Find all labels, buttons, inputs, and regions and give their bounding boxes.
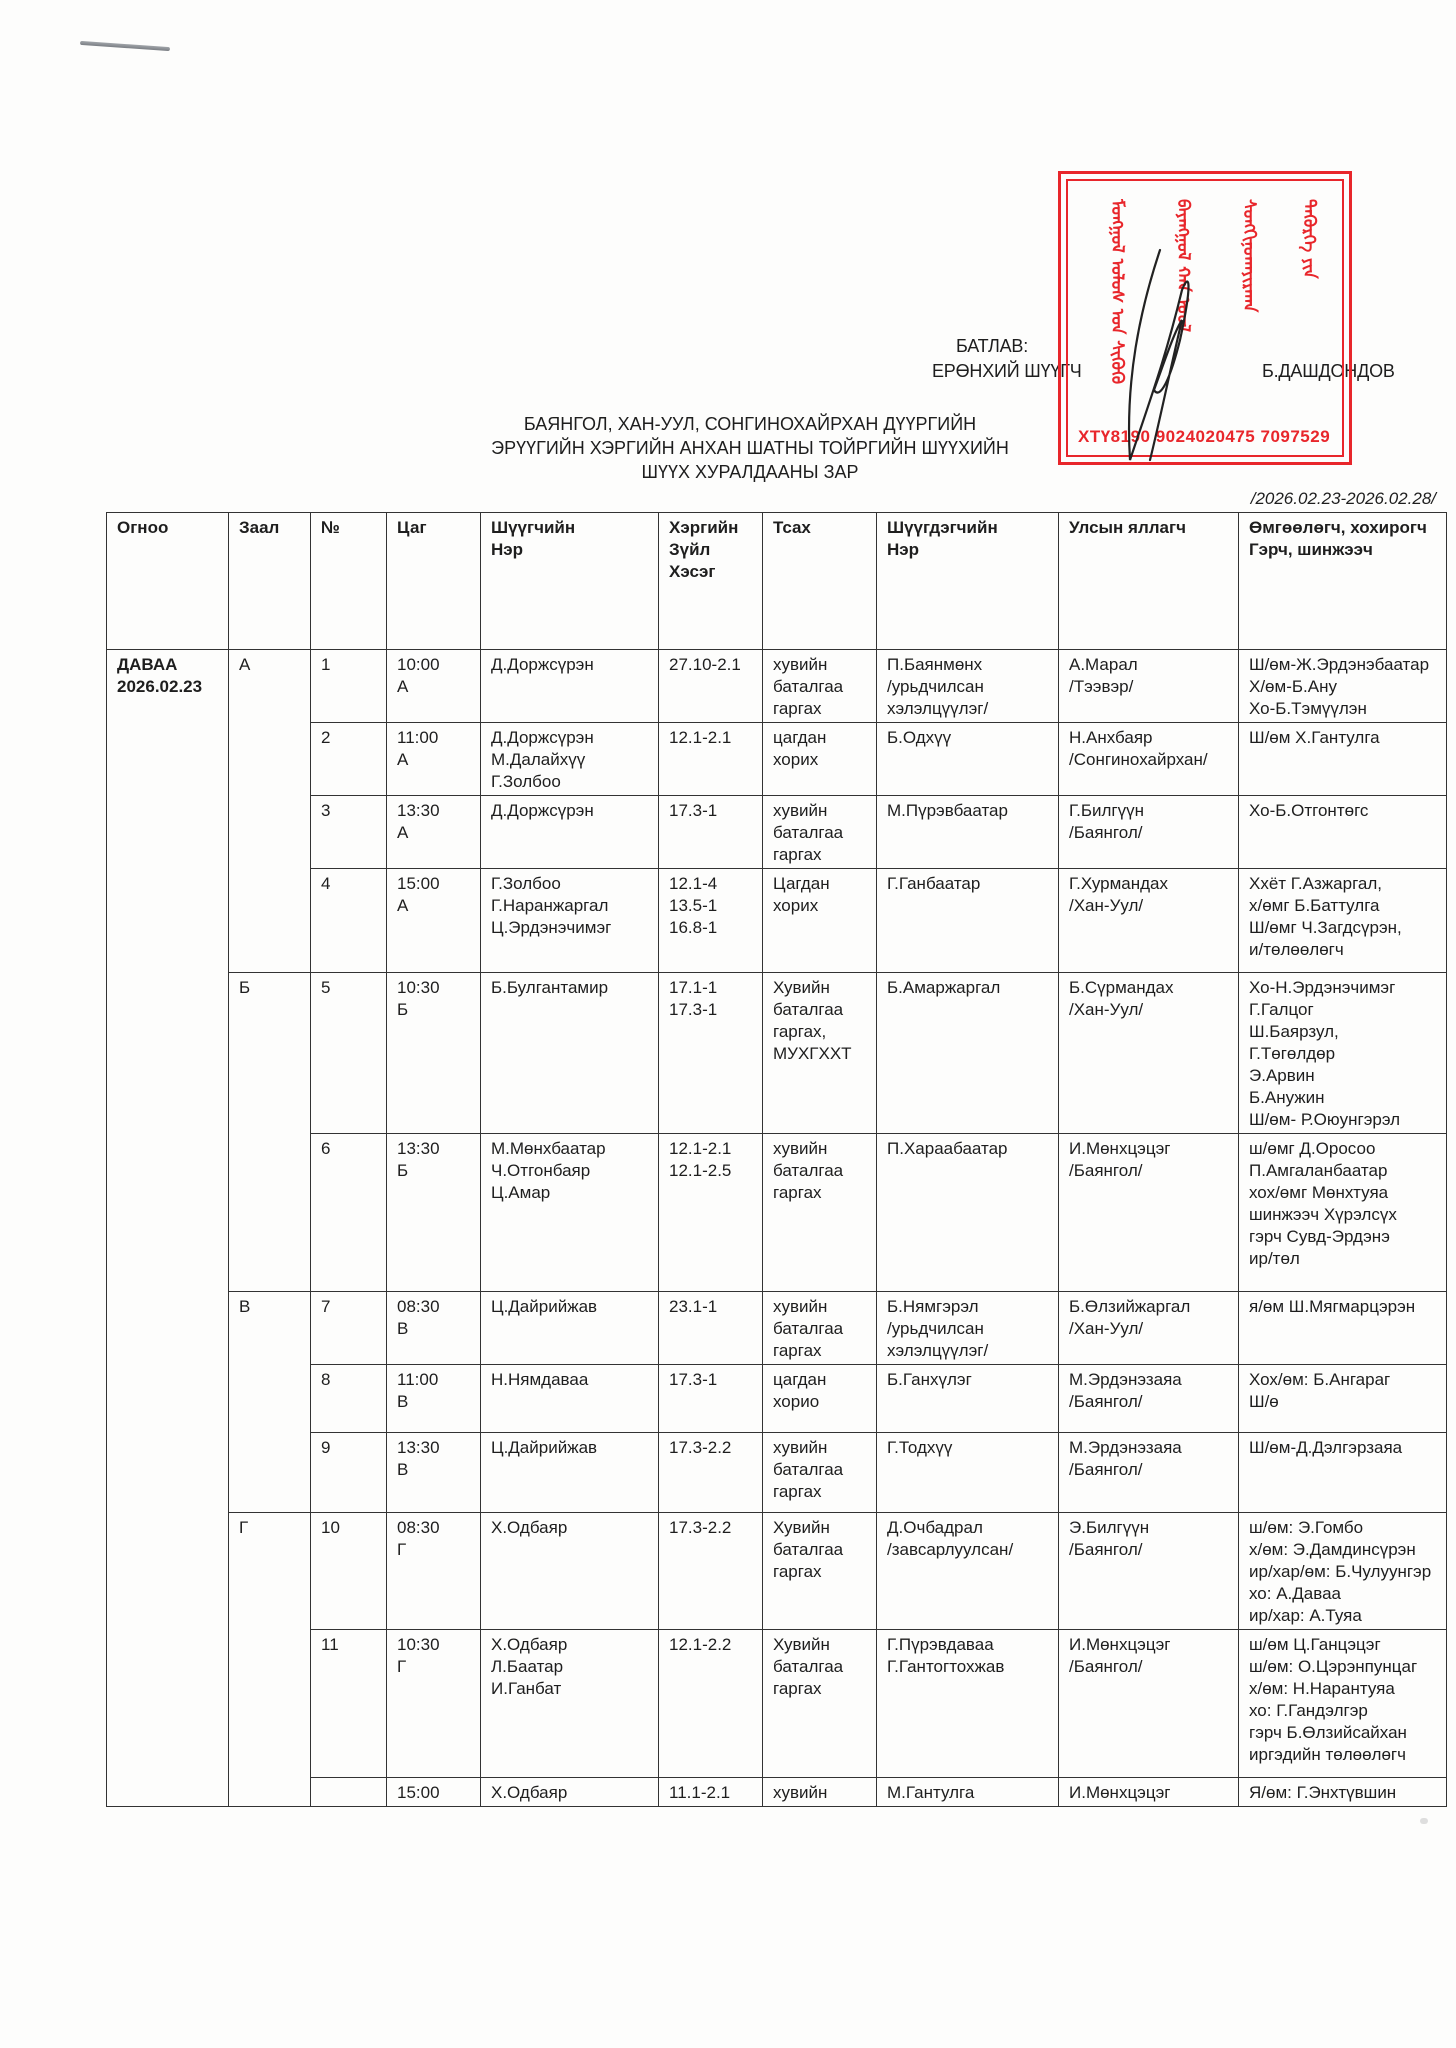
time-cell: 10:30 Г — [387, 1630, 481, 1778]
defendant-cell: П.Баянмөнх /урьдчилсан хэлэлцүүлэг/ — [877, 650, 1059, 723]
defendant-cell: Г.Пүрэвдаваа Г.Гантогтохжав — [877, 1630, 1059, 1778]
time-cell: 11:00 В — [387, 1365, 481, 1433]
stamp-script-column: ᠰᠣᠩᠭᠢᠨᠣᠬᠠᠶᠢᠷᠬᠠᠨ — [1239, 199, 1259, 313]
time-cell: 13:30 А — [387, 796, 481, 869]
header-hall: Заал — [229, 513, 311, 650]
article-cell: 17.1-1 17.3-1 — [659, 973, 763, 1134]
measure-cell: хувийн — [763, 1778, 877, 1807]
article-cell: 17.3-2.2 — [659, 1513, 763, 1630]
prosecutor-cell: А.Марал /Тээвэр/ — [1059, 650, 1239, 723]
judge-cell: Д.Доржсүрэн — [481, 650, 659, 723]
table-row — [107, 973, 1447, 1134]
time-cell: 15:00 А — [387, 869, 481, 973]
article-cell: 27.10-2.1 — [659, 650, 763, 723]
judge-cell: Б.Булгантамир — [481, 973, 659, 1134]
parties-cell: Хо-Б.Отгонтөгс — [1239, 796, 1447, 869]
table-row — [107, 650, 1447, 723]
judge-cell: Х.Одбаяр Л.Баатар И.Ганбат — [481, 1630, 659, 1778]
parties-cell: Хох/өм: Б.Ангараг Ш/ө — [1239, 1365, 1447, 1433]
hall-cell: А — [229, 650, 311, 973]
header-prosecutor: Улсын яллагч — [1059, 513, 1239, 650]
article-cell: 12.1-2.2 — [659, 1630, 763, 1778]
prosecutor-cell: Б.Сүрмандах /Хан-Уул/ — [1059, 973, 1239, 1134]
judge-cell: Д.Доржсүрэн — [481, 796, 659, 869]
judge-cell: М.Мөнхбаатар Ч.Отгонбаяр Ц.Амар — [481, 1134, 659, 1292]
document-title-line-2: ЭРҮҮГИЙН ХЭРГИЙН АНХАН ШАТНЫ ТОЙРГИЙН ШҮҮХИЙН — [491, 438, 1009, 458]
article-cell: 12.1-2.1 — [659, 723, 763, 796]
defendant-cell: М.Гантулга — [877, 1778, 1059, 1807]
measure-cell: Цагдан хорих — [763, 869, 877, 973]
header-defendant: Шүүгдэгчийн Нэр — [877, 513, 1059, 650]
defendant-cell: Б.Ганхүлэг — [877, 1365, 1059, 1433]
case-number-cell: 2 — [311, 723, 387, 796]
case-number-cell: 3 — [311, 796, 387, 869]
article-cell: 12.1-2.1 12.1-2.5 — [659, 1134, 763, 1292]
case-number-cell: 4 — [311, 869, 387, 973]
defendant-cell: Д.Очбадрал /завсарлуулсан/ — [877, 1513, 1059, 1630]
approval-role: ЕРӨНХИЙ ШҮҮГЧ — [932, 361, 1082, 381]
prosecutor-cell: М.Эрдэнэзаяа /Баянгол/ — [1059, 1365, 1239, 1433]
prosecutor-cell: Г.Хурмандах /Хан-Уул/ — [1059, 869, 1239, 973]
defendant-cell: Г.Ганбаатар — [877, 869, 1059, 973]
prosecutor-cell: Н.Анхбаяр /Сонгинохайрхан/ — [1059, 723, 1239, 796]
time-cell: 08:30 Г — [387, 1513, 481, 1630]
prosecutor-cell: И.Мөнхцэцэг — [1059, 1778, 1239, 1807]
table-row — [107, 1292, 1447, 1365]
stamp-script-column: ᠳᠡᠭᠦᠷᠭᠡ ᠶᠢᠨ — [1299, 199, 1319, 279]
measure-cell: хувийн баталгаа гаргах — [763, 1433, 877, 1513]
case-number-cell: 11 — [311, 1630, 387, 1778]
judge-cell: Н.Нямдаваа — [481, 1365, 659, 1433]
parties-cell: Хо-Н.Эрдэнэчимэг Г.Галцог Ш.Баярзул, Г.Төгөлдөр Э.Арвин Б.Анужин Ш/өм- Р.Оюунгэрэл — [1239, 973, 1447, 1134]
judge-cell: Ц.Дайрийжав — [481, 1433, 659, 1513]
stamp-script-column: ᠪᠠᠶᠠᠩᠭᠣᠯ ᠬᠠᠨ ᠤᠤᠯ — [1173, 199, 1193, 332]
case-number-cell: 8 — [311, 1365, 387, 1433]
header-measure: Тсах — [763, 513, 877, 650]
judge-cell: Д.Доржсүрэн М.Далайхүү Г.Золбоо — [481, 723, 659, 796]
measure-cell: Хувийн баталгаа гаргах, МУХГХХТ — [763, 973, 877, 1134]
case-number-cell: 6 — [311, 1134, 387, 1292]
table-row — [107, 1513, 1447, 1630]
hall-cell: В — [229, 1292, 311, 1513]
prosecutor-cell: Э.Билгүүн /Баянгол/ — [1059, 1513, 1239, 1630]
time-cell: 10:00 А — [387, 650, 481, 723]
article-cell: 12.1-4 13.5-1 16.8-1 — [659, 869, 763, 973]
prosecutor-cell: Б.Өлзийжаргал /Хан-Уул/ — [1059, 1292, 1239, 1365]
header-time: Цаг — [387, 513, 481, 650]
header-judge: Шүүгчийн Нэр — [481, 513, 659, 650]
schedule-period: /2026.02.23-2026.02.28/ — [1250, 489, 1436, 508]
time-cell: 13:30 В — [387, 1433, 481, 1513]
case-number-cell: 10 — [311, 1513, 387, 1630]
defendant-cell: Б.Амаржаргал — [877, 973, 1059, 1134]
judge-cell: Х.Одбаяр — [481, 1778, 659, 1807]
defendant-cell: П.Хараабаатар — [877, 1134, 1059, 1292]
parties-cell: ш/өм: Э.Гомбо х/өм: Э.Дамдинсүрэн ир/хар/өм: Б.Чулуунгэр хо: А.Даваа ир/хар: А.Туяа — [1239, 1513, 1447, 1630]
judge-cell: Ц.Дайрийжав — [481, 1292, 659, 1365]
case-number-cell: 1 — [311, 650, 387, 723]
defendant-cell: М.Пүрэвбаатар — [877, 796, 1059, 869]
case-number-cell: 5 — [311, 973, 387, 1134]
parties-cell: Ш/өм Х.Гантулга — [1239, 723, 1447, 796]
defendant-cell: Б.Нямгэрэл /урьдчилсан хэлэлцүүлэг/ — [877, 1292, 1059, 1365]
date-group-cell: ДАВАА 2026.02.23 — [107, 650, 229, 1807]
parties-cell: Ш/өм-Ж.Эрдэнэбаатар Х/өм-Б.Ану Хо-Б.Тэмүүлэн — [1239, 650, 1447, 723]
header-date: Огноо — [107, 513, 229, 650]
measure-cell: хувийн баталгаа гаргах — [763, 1292, 877, 1365]
document-title-line-1: БАЯНГОЛ, ХАН-УУЛ, СОНГИНОХАЙРХАН ДҮҮРГИЙН — [523, 414, 977, 434]
judge-cell: Г.Золбоо Г.Наранжаргал Ц.Эрдэнэчимэг — [481, 869, 659, 973]
measure-cell: хувийн баталгаа гаргах — [763, 796, 877, 869]
measure-cell: цагдан хорих — [763, 723, 877, 796]
header-parties: Өмгөөлөгч, хохирогч Гэрч, шинжээч — [1239, 513, 1447, 650]
measure-cell: хувийн баталгаа гаргах — [763, 1134, 877, 1292]
prosecutor-cell: М.Эрдэнэзаяа /Баянгол/ — [1059, 1433, 1239, 1513]
time-cell: 08:30 В — [387, 1292, 481, 1365]
case-number-cell: 9 — [311, 1433, 387, 1513]
parties-cell: ш/өмг Д.Оросоо П.Амгаланбаатар хох/өмг Мөнхтуяа шинжээч Хүрэлсүх гэрч Сувд-Эрдэнэ ир/төл — [1239, 1134, 1447, 1292]
header-number: № — [311, 513, 387, 650]
stamp-code: ХТҮ8190 9024020475 7097529 — [1078, 427, 1331, 446]
prosecutor-cell: Г.Билгүүн /Баянгол/ — [1059, 796, 1239, 869]
time-cell: 15:00 — [387, 1778, 481, 1807]
case-number-cell: 7 — [311, 1292, 387, 1365]
prosecutor-cell: И.Мөнхцэцэг /Баянгол/ — [1059, 1134, 1239, 1292]
article-cell: 11.1-2.1 — [659, 1778, 763, 1807]
article-cell: 23.1-1 — [659, 1292, 763, 1365]
case-number-cell — [311, 1778, 387, 1807]
scan-speck — [1420, 1818, 1428, 1824]
stamp-script-column: ᠮᠣᠩᠭᠣᠯ ᠤᠯᠤᠰ ᠤᠨ ᠰᠢᠭᠦᠬᠦ — [1107, 199, 1127, 385]
prosecutor-cell: И.Мөнхцэцэг /Баянгол/ — [1059, 1630, 1239, 1778]
measure-cell: Хувийн баталгаа гаргах — [763, 1630, 877, 1778]
parties-cell: ш/өм Ц.Ганцэцэг ш/өм: О.Цэрэнпунцаг х/өм: Н.Нарантуяа хо: Г.Гандэлгэр гэрч Б.Өлзийсайхан иргэдийн төлөөлөгч — [1239, 1630, 1447, 1778]
judge-cell: Х.Одбаяр — [481, 1513, 659, 1630]
scan-scratch-mark — [80, 41, 170, 51]
time-cell: 11:00 А — [387, 723, 481, 796]
approval-name: Б.ДАШДОНДОВ — [1262, 361, 1395, 381]
parties-cell: Я/өм: Г.Энхтүвшин — [1239, 1778, 1447, 1807]
defendant-cell: Г.Тодхүү — [877, 1433, 1059, 1513]
measure-cell: Хувийн баталгаа гаргах — [763, 1513, 877, 1630]
parties-cell: Ш/өм-Д.Дэлгэрзаяа — [1239, 1433, 1447, 1513]
document-title-line-3: ШҮҮХ ХУРАЛДААНЫ ЗАР — [641, 462, 859, 482]
hall-cell: Г — [229, 1513, 311, 1807]
signature — [1120, 230, 1210, 470]
time-cell: 13:30 Б — [387, 1134, 481, 1292]
parties-cell: я/өм Ш.Мягмарцэрэн — [1239, 1292, 1447, 1365]
approval-label: БАТЛАВ: — [956, 336, 1029, 356]
article-cell: 17.3-1 — [659, 796, 763, 869]
hall-cell: Б — [229, 973, 311, 1292]
measure-cell: цагдан хорио — [763, 1365, 877, 1433]
time-cell: 10:30 Б — [387, 973, 481, 1134]
article-cell: 17.3-1 — [659, 1365, 763, 1433]
measure-cell: хувийн баталгаа гаргах — [763, 650, 877, 723]
table-header-row — [107, 513, 1447, 650]
article-cell: 17.3-2.2 — [659, 1433, 763, 1513]
defendant-cell: Б.Одхүү — [877, 723, 1059, 796]
hearing-schedule-table — [106, 512, 1447, 1807]
parties-cell: Ххёт Г.Азжаргал, х/өмг Б.Баттулга Ш/өмг Ч.Загдсүрэн, и/төлөөлөгч — [1239, 869, 1447, 973]
header-article: Хэргийн Зүйл Хэсэг — [659, 513, 763, 650]
